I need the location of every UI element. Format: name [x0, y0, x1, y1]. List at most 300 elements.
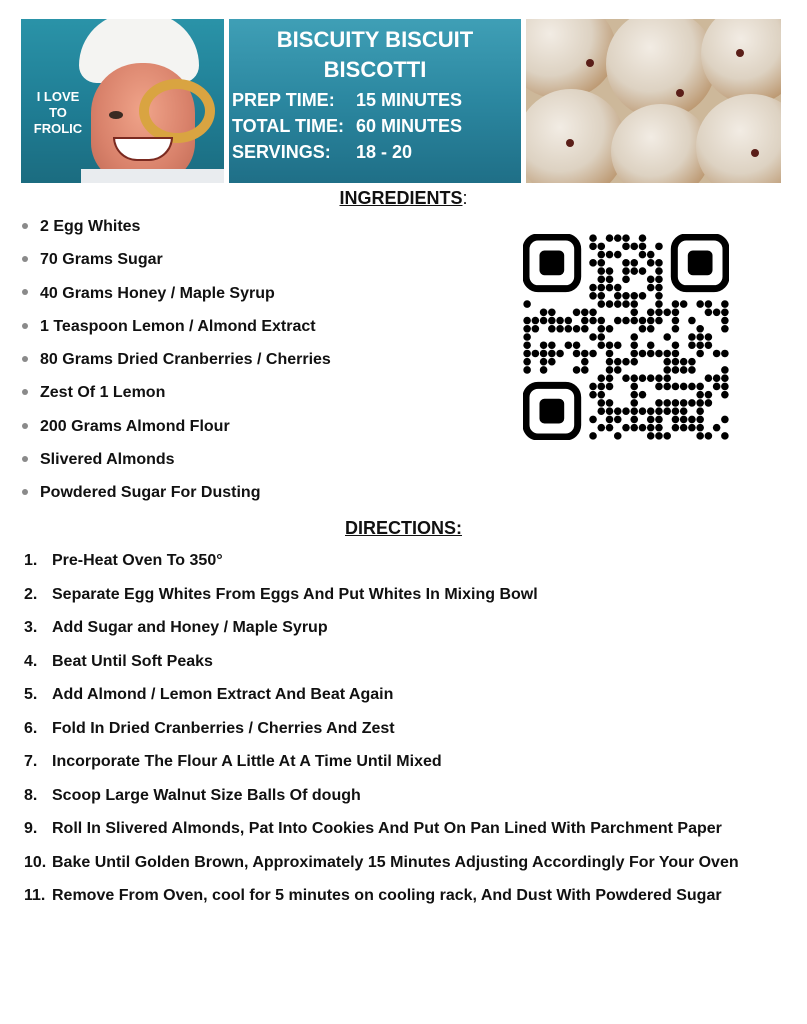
qr-module: [655, 350, 663, 358]
qr-module: [655, 292, 663, 300]
qr-module: [630, 383, 638, 391]
qr-module: [639, 325, 647, 333]
qr-module: [696, 325, 704, 333]
title-line-1: BISCUITY BISCUIT: [276, 27, 474, 52]
qr-module: [606, 407, 614, 415]
qr-module: [622, 267, 630, 275]
qr-module: [622, 358, 630, 366]
qr-module: [597, 333, 605, 341]
qr-module: [639, 243, 647, 251]
ingredient-text: Slivered Almonds: [40, 451, 175, 469]
qr-module: [581, 358, 589, 366]
step-number: 4.: [24, 652, 38, 670]
qr-module: [597, 251, 605, 259]
qr-module: [556, 325, 564, 333]
servings-value: 18 - 20: [356, 142, 413, 162]
qr-module: [630, 374, 638, 382]
cookie-shape: [526, 89, 626, 183]
bullet-dot-icon: [22, 423, 28, 429]
qr-module: [680, 366, 688, 374]
qr-module: [721, 308, 729, 316]
qr-module: [663, 432, 671, 440]
qr-module: [622, 374, 630, 382]
qr-module: [597, 284, 605, 292]
qr-module: [655, 407, 663, 415]
qr-module: [548, 325, 556, 333]
qr-module: [589, 259, 597, 267]
qr-module: [647, 424, 655, 432]
qr-module: [655, 308, 663, 316]
qr-module: [532, 350, 540, 358]
title-panel: [229, 19, 521, 183]
step-text: Pre-Heat Oven To 350°: [52, 552, 223, 569]
qr-module: [630, 333, 638, 341]
qr-module: [721, 416, 729, 424]
qr-module: [597, 325, 605, 333]
qr-module: [655, 416, 663, 424]
cookie-ring-shape: [139, 79, 215, 143]
qr-module: [581, 366, 589, 374]
recipe-header: [21, 19, 781, 183]
qr-module: [565, 317, 573, 325]
qr-module: [630, 358, 638, 366]
qr-module: [721, 300, 729, 308]
qr-module: [540, 341, 548, 349]
qr-module: [672, 325, 680, 333]
qr-module: [532, 317, 540, 325]
qr-module: [597, 424, 605, 432]
total-time-value: 60 MINUTES: [356, 116, 463, 136]
qr-module: [639, 350, 647, 358]
qr-module: [696, 333, 704, 341]
directions-heading-text: DIRECTIONS:: [345, 518, 462, 538]
ingredient-text: 40 Grams Honey / Maple Syrup: [40, 284, 275, 302]
ingredient-text: 200 Grams Almond Flour: [40, 417, 230, 435]
qr-module: [540, 366, 548, 374]
qr-module: [680, 424, 688, 432]
qr-module: [647, 284, 655, 292]
direction-step: [24, 682, 784, 708]
qr-module: [606, 374, 614, 382]
ingredient-item: [22, 443, 331, 476]
qr-module: [523, 358, 531, 366]
qr-module: [655, 300, 663, 308]
qr-module: [713, 350, 721, 358]
qr-module: [630, 341, 638, 349]
qr-module: [630, 407, 638, 415]
qr-module: [688, 341, 696, 349]
qr-module: [705, 374, 713, 382]
qr-module: [597, 292, 605, 300]
qr-module: [680, 383, 688, 391]
qr-module: [655, 317, 663, 325]
direction-step: [24, 749, 784, 775]
qr-module: [614, 416, 622, 424]
step-number: 1.: [24, 552, 38, 569]
qr-module: [663, 374, 671, 382]
qr-module: [672, 350, 680, 358]
cranberry-shape: [586, 59, 594, 67]
chef-eye-shape: [109, 111, 123, 119]
qr-module: [721, 432, 729, 440]
qr-module: [606, 383, 614, 391]
step-text: Add Almond / Lemon Extract And Beat Again: [52, 686, 394, 703]
qr-module: [606, 325, 614, 333]
qr-module: [589, 317, 597, 325]
qr-module: [696, 391, 704, 399]
ingredient-text: 2 Egg Whites: [40, 218, 141, 235]
qr-module: [663, 333, 671, 341]
qr-module: [597, 267, 605, 275]
qr-module: [597, 374, 605, 382]
chef-photo: [21, 19, 224, 183]
bullet-dot-icon: [22, 456, 28, 462]
qr-module: [523, 300, 531, 308]
qr-module: [639, 317, 647, 325]
cranberry-shape: [751, 149, 759, 157]
servings-label: SERVINGS:: [232, 142, 331, 162]
chef-shirt-shape: [81, 169, 224, 183]
love-to-frolic-text: I LOVE TO FROLIC: [33, 89, 83, 136]
qr-module: [548, 341, 556, 349]
qr-module: [672, 407, 680, 415]
direction-step: [24, 615, 784, 641]
qr-module: [630, 300, 638, 308]
qr-module: [647, 432, 655, 440]
ingredient-text: Zest Of 1 Lemon: [40, 384, 166, 402]
qr-module: [655, 267, 663, 275]
qr-module: [688, 399, 696, 407]
qr-module: [606, 358, 614, 366]
qr-module: [705, 333, 713, 341]
step-number: 2.: [24, 585, 38, 603]
title-line-2: BISCOTTI: [323, 57, 427, 82]
qr-module: [639, 292, 647, 300]
qr-module: [630, 308, 638, 316]
ingredients-heading: [0, 188, 807, 209]
qr-module: [639, 424, 647, 432]
qr-module: [622, 243, 630, 251]
qr-module: [672, 366, 680, 374]
qr-module: [606, 424, 614, 432]
qr-module: [639, 267, 647, 275]
qr-module: [606, 284, 614, 292]
prep-time-label: PREP TIME:: [232, 90, 335, 110]
bullet-dot-icon: [22, 389, 28, 395]
qr-module: [663, 399, 671, 407]
qr-module: [597, 300, 605, 308]
qr-module: [672, 300, 680, 308]
qr-module: [680, 407, 688, 415]
qr-module: [696, 399, 704, 407]
qr-module: [721, 391, 729, 399]
qr-module: [647, 308, 655, 316]
qr-module: [540, 350, 548, 358]
qr-module: [597, 391, 605, 399]
cookie-shape: [696, 94, 781, 183]
qr-module: [647, 251, 655, 259]
qr-module: [647, 276, 655, 284]
qr-module: [622, 259, 630, 267]
qr-module: [721, 374, 729, 382]
qr-module: [523, 366, 531, 374]
qr-module: [614, 234, 622, 242]
step-text: Remove From Oven, cool for 5 minutes on cooling rack, And Dust With Powdered Sugar: [52, 887, 722, 904]
qr-module: [688, 416, 696, 424]
qr-module: [556, 350, 564, 358]
qr-module: [614, 366, 622, 374]
ingredient-item: [22, 376, 331, 409]
qr-module: [672, 424, 680, 432]
qr-module: [663, 308, 671, 316]
direction-step: [24, 883, 784, 909]
qr-module: [655, 276, 663, 284]
prep-time-row: [232, 87, 462, 113]
bullet-dot-icon: [22, 489, 28, 495]
qr-module: [655, 399, 663, 407]
qr-module: [696, 300, 704, 308]
ingredient-text: 1 Teaspoon Lemon / Almond Extract: [40, 317, 316, 335]
qr-module: [663, 350, 671, 358]
qr-module: [622, 300, 630, 308]
qr-module: [647, 325, 655, 333]
bullet-dot-icon: [22, 256, 28, 262]
ingredient-item: [22, 243, 331, 276]
ingredients-list: [22, 210, 331, 510]
qr-module: [565, 325, 573, 333]
qr-module: [630, 292, 638, 300]
qr-module: [655, 259, 663, 267]
qr-module: [597, 317, 605, 325]
qr-module: [705, 341, 713, 349]
qr-module: [655, 383, 663, 391]
qr-module: [705, 432, 713, 440]
step-number: 8.: [24, 786, 38, 804]
qr-module: [573, 350, 581, 358]
qr-module: [614, 292, 622, 300]
qr-module: [606, 251, 614, 259]
qr-module: [672, 341, 680, 349]
qr-module: [606, 276, 614, 284]
ingredient-item: [22, 343, 331, 376]
qr-module: [672, 317, 680, 325]
cranberry-shape: [736, 49, 744, 57]
qr-module: [548, 317, 556, 325]
qr-module: [589, 243, 597, 251]
bullet-dot-icon: [22, 356, 28, 362]
total-time-label: TOTAL TIME:: [232, 116, 344, 136]
qr-module: [630, 259, 638, 267]
qr-module: [597, 341, 605, 349]
qr-module: [589, 284, 597, 292]
qr-module: [581, 317, 589, 325]
qr-module: [713, 374, 721, 382]
qr-module: [639, 234, 647, 242]
qr-module: [532, 325, 540, 333]
qr-module: [622, 276, 630, 284]
qr-module: [622, 407, 630, 415]
qr-finder-center: [539, 399, 564, 424]
step-text: Bake Until Golden Brown, Approximately 15 Minutes Adjusting Accordingly For Your Oven: [52, 853, 739, 871]
step-text: Scoop Large Walnut Size Balls Of dough: [52, 786, 361, 804]
qr-finder-center: [539, 250, 564, 275]
qr-module: [630, 399, 638, 407]
ingredient-item: [22, 410, 331, 443]
qr-module: [589, 432, 597, 440]
qr-module: [589, 383, 597, 391]
qr-module: [614, 432, 622, 440]
qr-module: [696, 341, 704, 349]
qr-module: [606, 416, 614, 424]
qr-module: [614, 317, 622, 325]
qr-module: [696, 424, 704, 432]
qr-module: [589, 350, 597, 358]
qr-module: [540, 358, 548, 366]
qr-module: [622, 424, 630, 432]
qr-module: [696, 383, 704, 391]
qr-module: [622, 317, 630, 325]
direction-step: [24, 716, 784, 742]
recipe-title: [229, 25, 521, 85]
qr-module: [655, 424, 663, 432]
qr-module: [589, 391, 597, 399]
step-text: Fold In Dried Cranberries / Cherries And Zest: [52, 719, 395, 737]
qr-module: [688, 317, 696, 325]
step-number: 3.: [24, 619, 38, 636]
qr-module: [606, 350, 614, 358]
qr-module: [705, 399, 713, 407]
directions-list: [24, 548, 784, 917]
qr-module: [548, 350, 556, 358]
qr-module: [523, 333, 531, 341]
qr-module: [573, 325, 581, 333]
qr-module: [663, 383, 671, 391]
qr-module: [606, 300, 614, 308]
qr-module: [680, 358, 688, 366]
qr-module: [556, 317, 564, 325]
qr-module: [581, 325, 589, 333]
qr-module: [523, 325, 531, 333]
qr-module: [630, 391, 638, 399]
qr-module: [721, 383, 729, 391]
qr-module: [713, 383, 721, 391]
direction-step: [24, 816, 784, 842]
qr-module: [639, 407, 647, 415]
qr-module: [565, 341, 573, 349]
step-text: Beat Until Soft Peaks: [52, 652, 213, 670]
qr-module: [663, 366, 671, 374]
qr-module: [614, 300, 622, 308]
qr-module: [672, 383, 680, 391]
cookies-photo: [526, 19, 781, 183]
qr-module: [647, 259, 655, 267]
direction-step: [24, 548, 784, 574]
ingredient-item: [22, 210, 331, 243]
qr-module: [639, 391, 647, 399]
step-text: Roll In Slivered Almonds, Pat Into Cookies And Put On Pan Lined With Parchment Paper: [52, 820, 722, 837]
qr-module: [589, 416, 597, 424]
qr-module: [696, 416, 704, 424]
qr-module: [647, 407, 655, 415]
step-number: 6.: [24, 719, 38, 737]
bullet-dot-icon: [22, 323, 28, 329]
qr-module: [672, 358, 680, 366]
qr-module: [688, 383, 696, 391]
directions-heading: [0, 518, 807, 539]
direction-step: [24, 850, 784, 876]
qr-module: [647, 341, 655, 349]
qr-module: [581, 308, 589, 316]
qr-module: [680, 300, 688, 308]
qr-module: [688, 358, 696, 366]
qr-module: [713, 424, 721, 432]
qr-module: [696, 407, 704, 415]
qr-module: [606, 341, 614, 349]
ingredient-text: Powdered Sugar For Dusting: [40, 484, 261, 502]
step-text: Incorporate The Flour A Little At A Time Until Mixed: [52, 753, 442, 770]
qr-module: [523, 317, 531, 325]
qr-module: [655, 284, 663, 292]
qr-module: [573, 341, 581, 349]
qr-module: [647, 317, 655, 325]
qr-module: [548, 308, 556, 316]
qr-module: [680, 416, 688, 424]
bullet-dot-icon: [22, 223, 28, 229]
qr-module: [721, 325, 729, 333]
direction-step: [24, 649, 784, 675]
qr-module: [655, 374, 663, 382]
step-number: 10.: [24, 853, 47, 871]
qr-module: [614, 341, 622, 349]
qr-module: [630, 350, 638, 358]
qr-module: [688, 366, 696, 374]
qr-module: [606, 399, 614, 407]
qr-module: [622, 292, 630, 300]
qr-module: [606, 234, 614, 242]
cranberry-shape: [566, 139, 574, 147]
qr-module: [540, 308, 548, 316]
qr-module: [705, 308, 713, 316]
qr-module: [597, 383, 605, 391]
ingredient-text: 80 Grams Dried Cranberries / Cherries: [40, 351, 331, 369]
qr-module: [597, 243, 605, 251]
qr-module: [655, 243, 663, 251]
prep-time-value: 15 MINUTES: [356, 90, 463, 110]
ingredient-item: [22, 476, 331, 509]
qr-module: [548, 358, 556, 366]
ingredient-item: [22, 277, 331, 310]
qr-finder-center: [688, 250, 713, 275]
qr-module: [589, 234, 597, 242]
bullet-dot-icon: [22, 289, 28, 295]
qr-module: [597, 399, 605, 407]
qr-module: [597, 276, 605, 284]
direction-step: [24, 783, 784, 809]
total-time-row: [232, 113, 462, 139]
qr-module: [614, 251, 622, 259]
qr-module: [630, 243, 638, 251]
qr-code-icon[interactable]: [523, 234, 729, 440]
qr-module: [573, 308, 581, 316]
qr-module: [688, 424, 696, 432]
qr-module: [589, 292, 597, 300]
cranberry-shape: [676, 89, 684, 97]
qr-module: [622, 234, 630, 242]
qr-module: [672, 308, 680, 316]
qr-module: [721, 350, 729, 358]
qr-module: [647, 416, 655, 424]
qr-module: [589, 308, 597, 316]
